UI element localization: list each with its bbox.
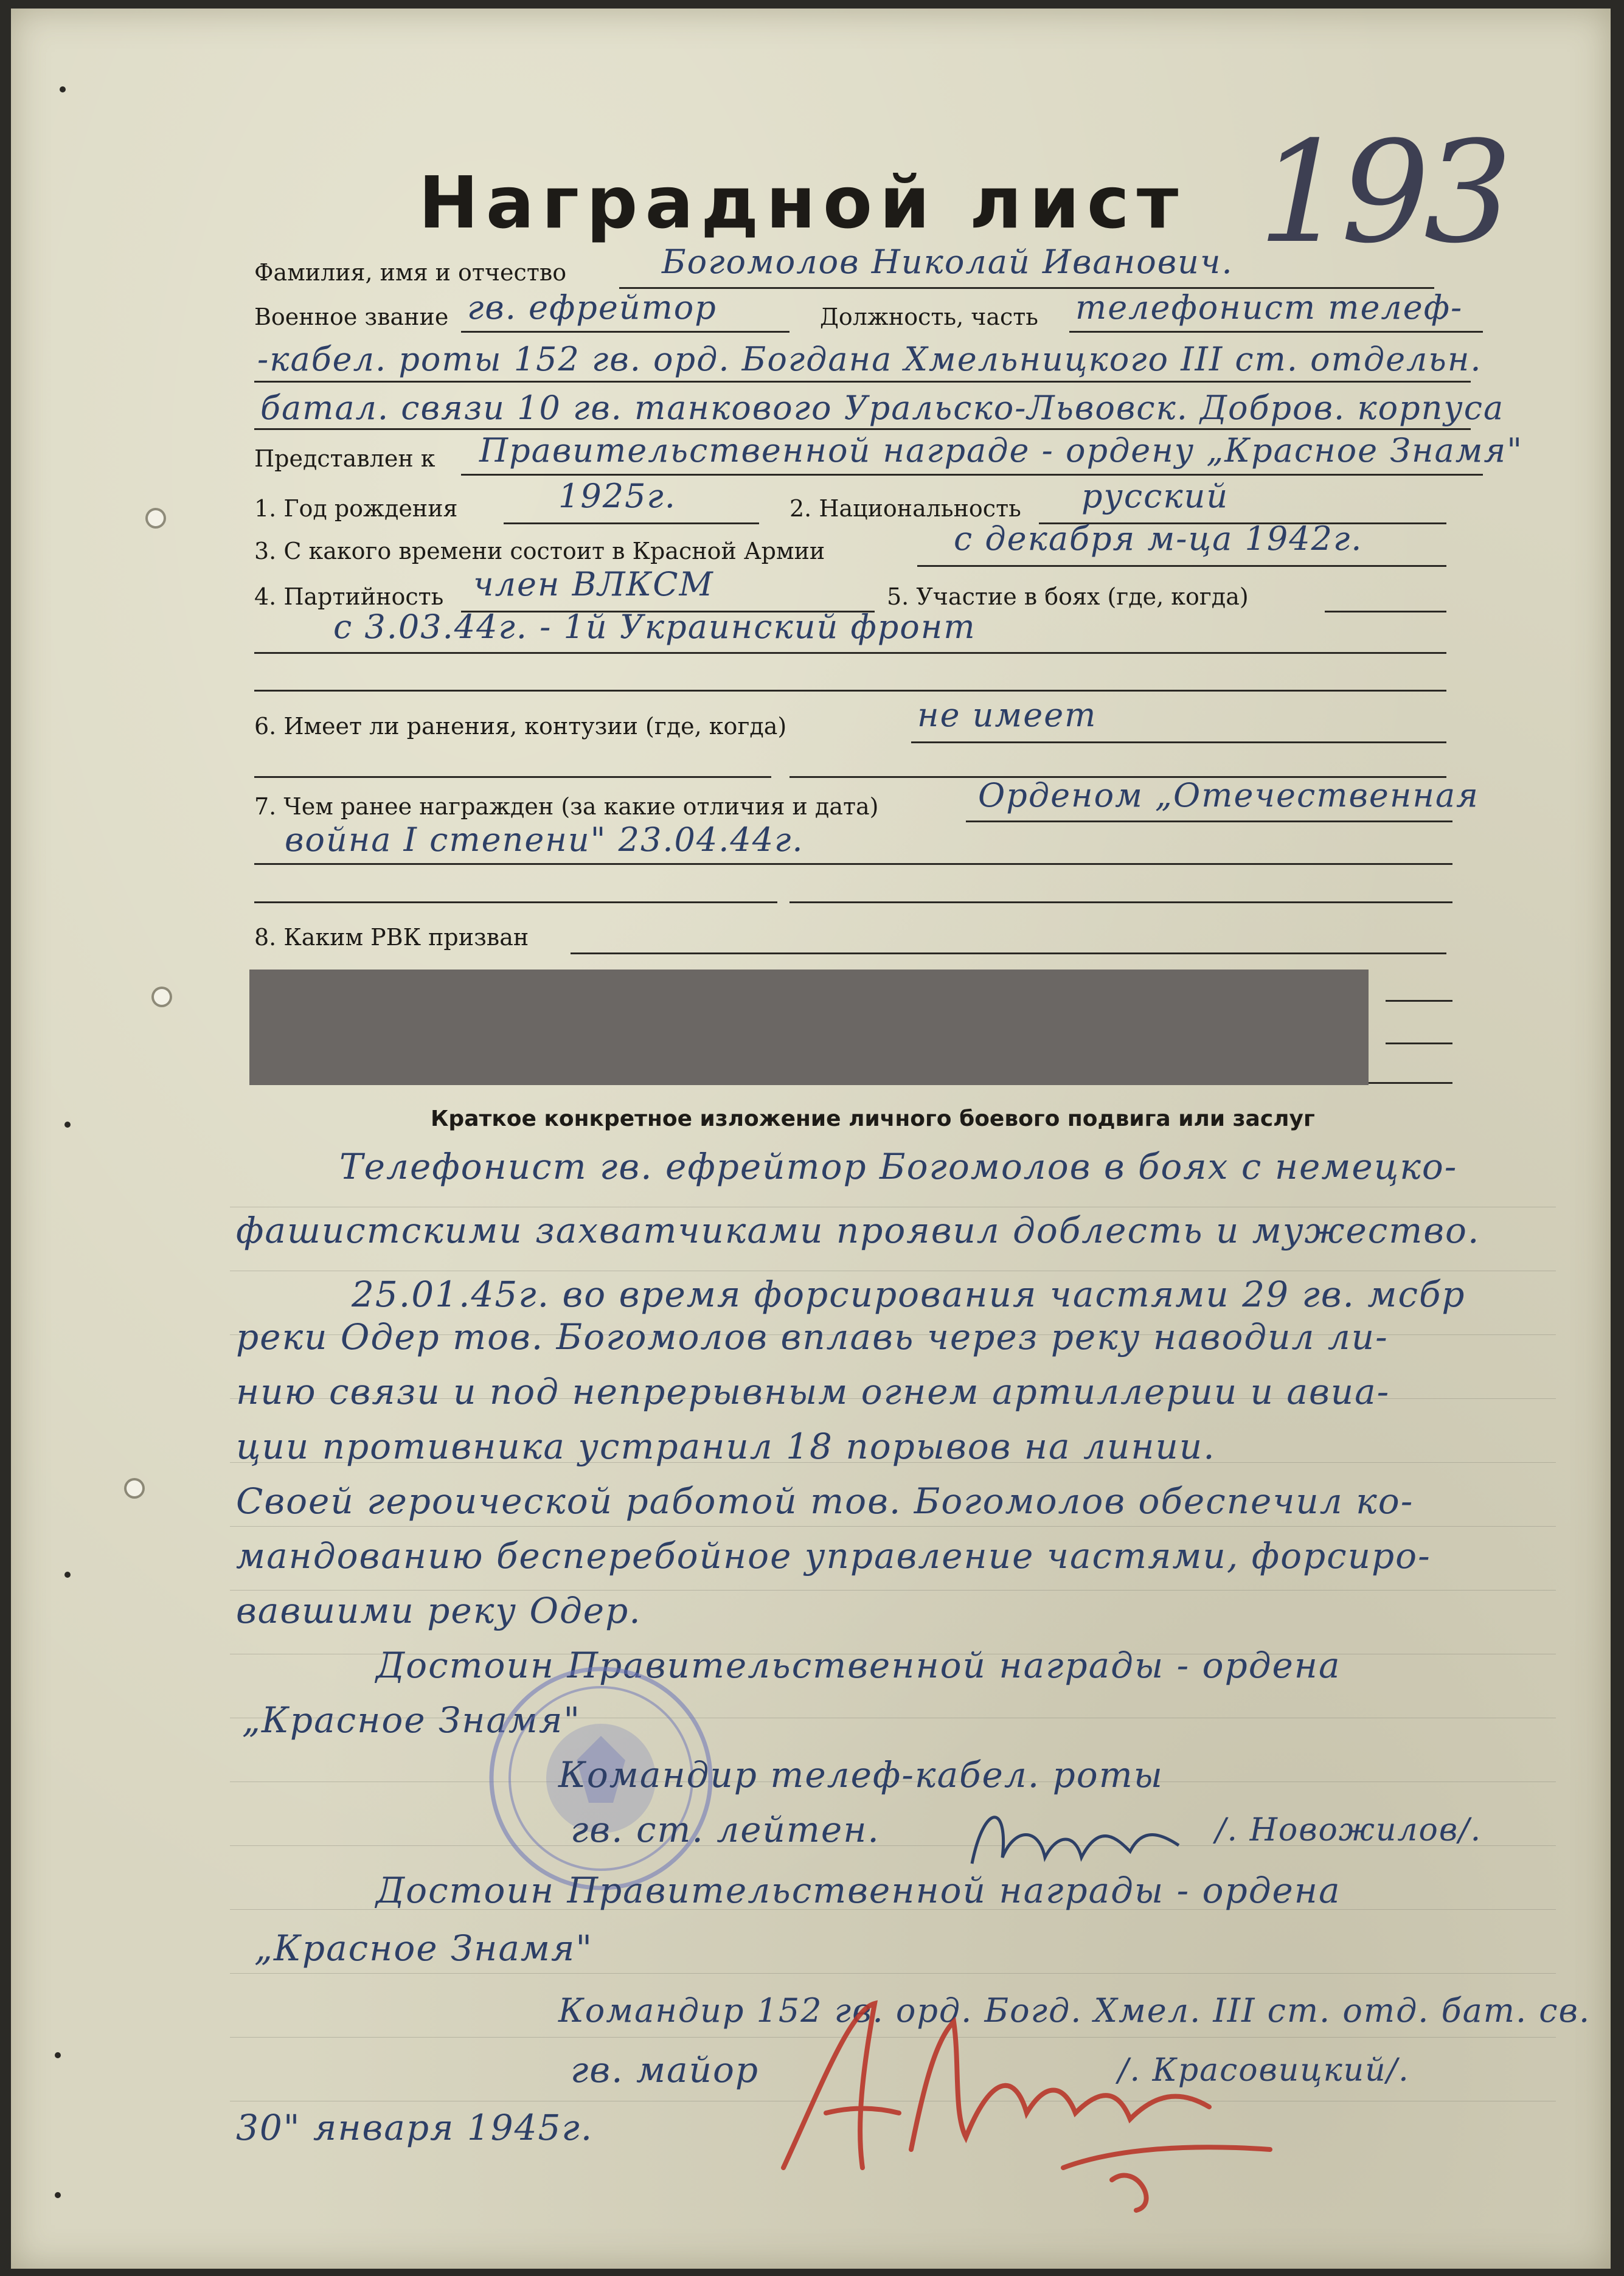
q7-value-2: война I степени" 23.04.44г. bbox=[285, 821, 804, 859]
commander1-name: /. Новожилов/. bbox=[1215, 1812, 1482, 1848]
q5-label: 5. Участие в боях (где, когда) bbox=[887, 583, 1249, 610]
rank-value: гв. ефрейтор bbox=[467, 288, 717, 327]
binder-hole bbox=[154, 989, 170, 1005]
worthy2-line1: Достоин Правительственной награды - ордена bbox=[376, 1870, 1341, 1911]
q1-underline bbox=[504, 522, 759, 524]
position-underline-3 bbox=[254, 428, 1471, 430]
position-underline bbox=[1069, 331, 1483, 333]
award-sheet bbox=[11, 9, 1611, 2269]
q3-underline bbox=[917, 565, 1446, 567]
commander2-title: Командир 152 гв. орд. Богд. Хмел. III ст. отд. бат. св. bbox=[558, 1991, 1591, 2030]
q5-underline bbox=[1325, 611, 1446, 612]
document-date: 30" января 1945г. bbox=[236, 2107, 594, 2148]
position-value-2: -кабел. роты 152 гв. орд. Богдана Хмельницкого III ст. отдельн. bbox=[257, 340, 1482, 378]
q1-value: 1925г. bbox=[558, 477, 676, 515]
q1-label: 1. Год рождения bbox=[254, 495, 458, 522]
q5-value: с 3.03.44г. - 1й Украинский фронт bbox=[333, 608, 976, 646]
feat-line: Телефонист гв. ефрейтор Богомолов в боях с немецко- bbox=[339, 1146, 1458, 1187]
q6-underline bbox=[911, 741, 1446, 743]
position-value-1: телефонист телеф- bbox=[1075, 288, 1463, 327]
feat-line: фашистскими захватчиками проявил доблесть и мужество. bbox=[236, 1210, 1480, 1251]
redaction-block bbox=[249, 970, 1369, 1085]
q5-underline-3 bbox=[254, 690, 1446, 692]
commander2-rank: гв. майор bbox=[571, 2049, 760, 2090]
staple-mark bbox=[64, 1122, 71, 1128]
presented-value: Правительственной награде - ордену „Красное Знамя" bbox=[479, 431, 1524, 470]
rank-underline bbox=[461, 331, 789, 333]
feat-line: нию связи и под непрерывным огнем артиллерии и авиа- bbox=[236, 1371, 1390, 1412]
q7-label: 7. Чем ранее награжден (за какие отличия и дата) bbox=[254, 793, 879, 820]
presented-label: Представлен к bbox=[254, 445, 435, 472]
q8-label: 8. Каким РВК призван bbox=[254, 924, 529, 951]
name-label: Фамилия, имя и отчество bbox=[254, 259, 567, 286]
position-label: Должность, часть bbox=[820, 304, 1038, 330]
binder-hole bbox=[127, 1480, 142, 1496]
q4-value: член ВЛКСМ bbox=[473, 565, 714, 603]
position-value-3: батал. связи 10 гв. танкового Уральско-Львовск. Добров. корпуса bbox=[260, 389, 1505, 427]
staple-mark bbox=[55, 2192, 61, 2198]
q7-underline-2 bbox=[254, 863, 1452, 865]
name-value: Богомолов Николай Иванович. bbox=[662, 243, 1234, 281]
feat-line: 25.01.45г. во время форсирования частями 29 гв. мсбр bbox=[352, 1274, 1466, 1315]
q7-underline bbox=[966, 821, 1452, 822]
page-title: Наградной лист bbox=[418, 161, 1186, 245]
feat-line: Своей героической работой тов. Богомолов обеспечил ко- bbox=[236, 1480, 1414, 1522]
commander2-name: /. Красовицкий/. bbox=[1118, 2052, 1410, 2089]
binder-hole bbox=[148, 510, 164, 526]
feat-line: ции противника устранил 18 порывов на линии. bbox=[236, 1426, 1216, 1467]
commander2-signature bbox=[771, 1967, 1294, 2222]
presented-underline bbox=[461, 474, 1483, 476]
q3-label: 3. С какого времени состоит в Красной Армии bbox=[254, 538, 825, 564]
q7-value-1: Орденом „Отечественная bbox=[978, 776, 1479, 814]
q2-label: 2. Национальность bbox=[789, 495, 1021, 522]
staple-mark bbox=[55, 2052, 61, 2058]
q9-underline-partial bbox=[1386, 1000, 1452, 1002]
staple-mark bbox=[60, 86, 66, 92]
q3-value: с декабря м-ца 1942г. bbox=[954, 519, 1363, 558]
feat-line: мандованию бесперебойное управление частями, форсиро- bbox=[236, 1535, 1431, 1577]
q4-label: 4. Партийность bbox=[254, 583, 444, 610]
q6-label: 6. Имеет ли ранения, контузии (где, когда) bbox=[254, 713, 787, 740]
rank-label: Военное звание bbox=[254, 304, 449, 330]
feat-heading: Краткое конкретное изложение личного боевого подвига или заслуг bbox=[431, 1106, 1315, 1131]
commander1-title: Командир телеф-кабел. роты bbox=[558, 1754, 1164, 1795]
q5-underline-2 bbox=[254, 652, 1446, 654]
commander1-rank: гв. ст. лейтен. bbox=[571, 1809, 880, 1850]
feat-line: „Красное Знамя" bbox=[242, 1699, 581, 1741]
feat-line: вавшими реку Одер. bbox=[236, 1590, 642, 1631]
ruled-line bbox=[230, 1526, 1556, 1527]
q6-value: не имеет bbox=[917, 696, 1097, 734]
worthy2-line2: „Красное Знамя" bbox=[254, 1927, 594, 1969]
staple-mark bbox=[64, 1572, 71, 1578]
position-underline-2 bbox=[254, 381, 1471, 383]
q8-underline bbox=[571, 952, 1446, 954]
q6-underline-2 bbox=[254, 776, 771, 778]
q2-value: русский bbox=[1081, 477, 1229, 515]
q7-underline-3 bbox=[254, 901, 777, 903]
feat-line: реки Одер тов. Богомолов вплавь через реку наводил ли- bbox=[236, 1316, 1389, 1358]
q7-underline-4 bbox=[789, 901, 1452, 903]
archive-number: 193 bbox=[1258, 112, 1507, 274]
feat-line: Достоин Правительственной награды - ордена bbox=[376, 1645, 1341, 1686]
q10-underline-partial bbox=[1386, 1043, 1452, 1044]
